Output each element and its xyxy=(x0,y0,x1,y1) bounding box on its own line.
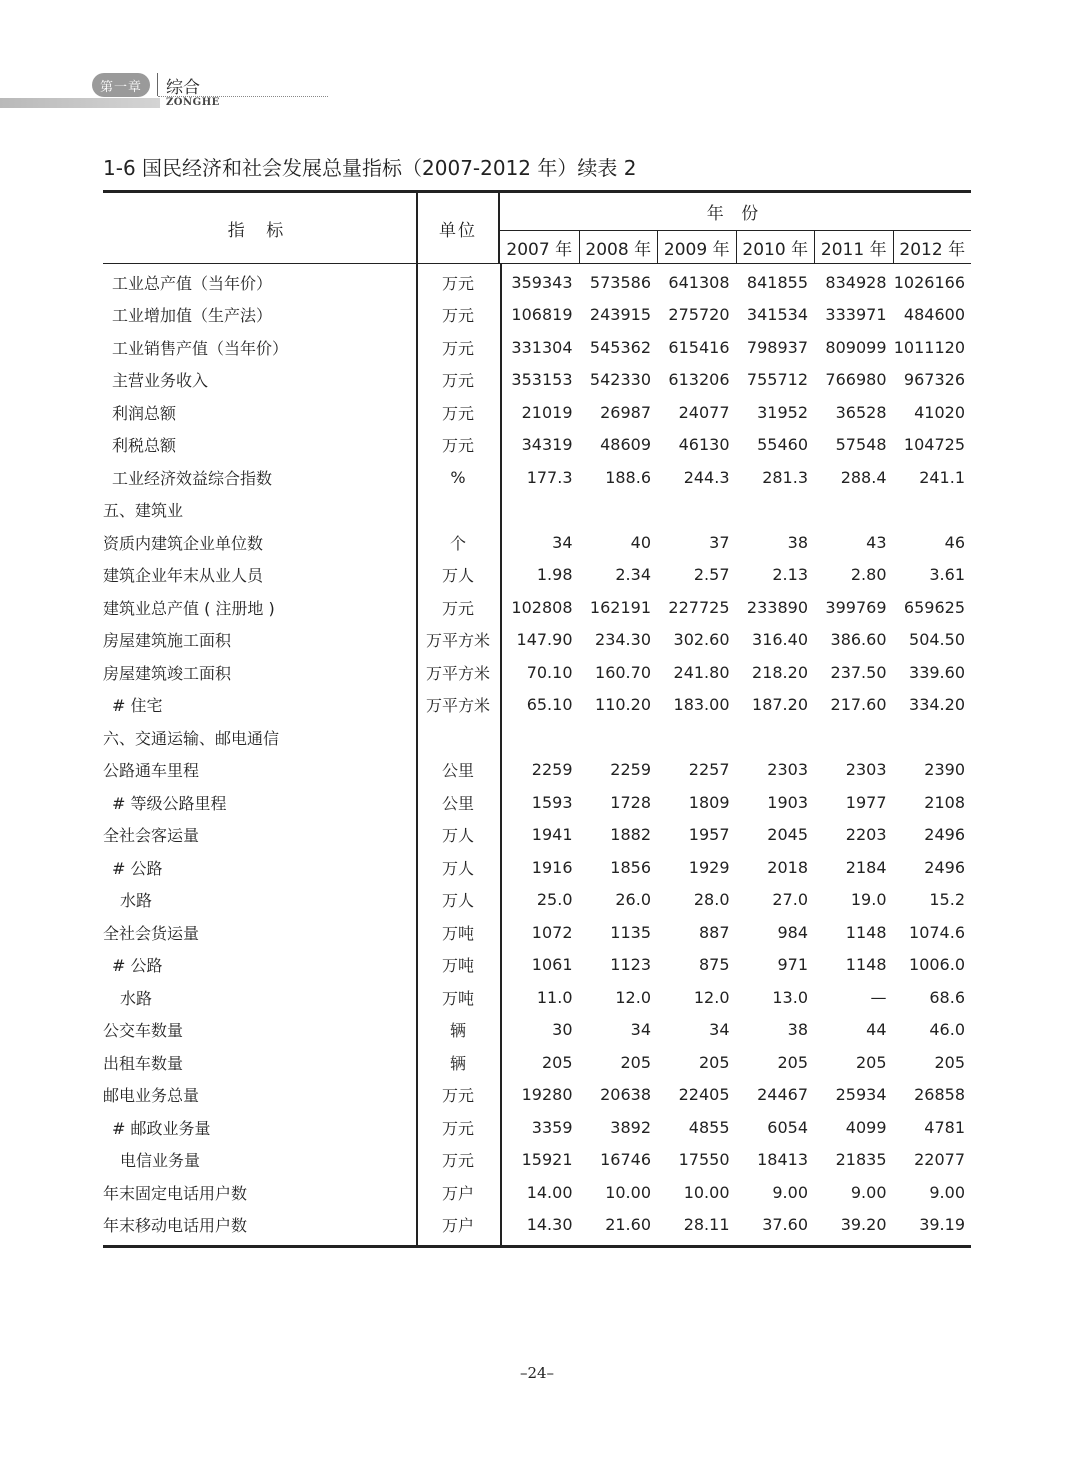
row-value: 641308 xyxy=(668,272,730,292)
row-value: 613206 xyxy=(668,370,730,390)
table-row xyxy=(103,364,971,397)
row-value: 13.0 xyxy=(772,987,808,1007)
row-value: 241.1 xyxy=(919,467,965,487)
row-value: 34 xyxy=(630,1020,651,1040)
row-unit: 辆 xyxy=(449,1021,466,1041)
row-value: 28.0 xyxy=(693,890,730,910)
row-value: 17550 xyxy=(678,1150,730,1170)
table-row xyxy=(103,624,971,657)
row-value: 9.00 xyxy=(850,1182,887,1202)
row-value: 331304 xyxy=(511,337,573,357)
table-row xyxy=(103,721,971,754)
row-value: 1011120 xyxy=(893,337,965,357)
row-value: 37.60 xyxy=(762,1215,808,1235)
row-value: 1061 xyxy=(531,955,573,975)
row-indicator: 工业销售产值（当年价） xyxy=(112,338,289,358)
row-value: 34 xyxy=(552,532,573,552)
row-value: 34319 xyxy=(521,435,573,455)
row-value: 24077 xyxy=(678,402,730,422)
row-value: 234.30 xyxy=(595,630,651,650)
row-value: 281.3 xyxy=(762,467,808,487)
row-value: 227725 xyxy=(668,597,730,617)
row-value: 205 xyxy=(777,1052,808,1072)
table-title: 1-6 国民经济和社会发展总量指标（2007-2012 年）续表 2 xyxy=(103,156,637,180)
row-value: 70.10 xyxy=(526,662,573,682)
row-unit: 公里 xyxy=(441,793,474,813)
row-value: 22077 xyxy=(914,1150,965,1170)
row-value: 14.00 xyxy=(526,1182,573,1202)
row-value: 177.3 xyxy=(526,467,573,487)
row-value: 971 xyxy=(777,955,808,975)
row-value: 41020 xyxy=(914,402,965,422)
table-row xyxy=(103,916,971,949)
row-value: 2259 xyxy=(531,760,573,780)
row-value: 21835 xyxy=(835,1150,887,1170)
row-value: 37 xyxy=(709,532,730,552)
row-value: 766980 xyxy=(825,370,887,390)
row-value: 26.0 xyxy=(615,890,651,910)
row-value: 659625 xyxy=(903,597,965,617)
row-value: 25934 xyxy=(835,1085,887,1105)
row-value: 3359 xyxy=(531,1117,573,1137)
row-value: 4099 xyxy=(845,1117,887,1137)
row-value: 244.3 xyxy=(683,467,730,487)
row-unit: 万元 xyxy=(441,1151,474,1171)
row-value: 26858 xyxy=(914,1085,965,1105)
row-value: 1929 xyxy=(688,857,730,877)
row-value: 984 xyxy=(777,922,808,942)
header-unit: 单位 xyxy=(416,193,500,263)
row-indicator: 出租车数量 xyxy=(103,1053,184,1073)
row-unit: 万元 xyxy=(441,1086,474,1106)
table-row xyxy=(103,689,971,722)
row-indicator: 水路 xyxy=(120,891,153,911)
row-value: 359343 xyxy=(511,272,573,292)
row-unit: 万元 xyxy=(441,306,474,326)
row-value: 504.50 xyxy=(909,630,965,650)
table-row xyxy=(103,1209,971,1242)
table-row xyxy=(103,461,971,494)
row-value: 2018 xyxy=(767,857,808,877)
column-divider xyxy=(500,264,502,1245)
row-value: 399769 xyxy=(825,597,887,617)
row-value: 20638 xyxy=(600,1085,651,1105)
row-value: 316.40 xyxy=(752,630,808,650)
row-value: 46.0 xyxy=(929,1020,965,1040)
table-row xyxy=(103,819,971,852)
row-value: 1882 xyxy=(610,825,651,845)
row-unit: 万人 xyxy=(441,858,474,878)
header-years-group: 年 份 xyxy=(500,193,971,231)
row-unit: 万元 xyxy=(441,403,474,423)
row-value: 4855 xyxy=(688,1117,730,1137)
row-value: 2184 xyxy=(845,857,887,877)
table-row xyxy=(103,429,971,462)
row-value: 2108 xyxy=(924,792,965,812)
row-value: 205 xyxy=(698,1052,730,1072)
page-number: –24– xyxy=(519,1364,555,1382)
row-unit: 万平方米 xyxy=(425,631,490,651)
row-value: — xyxy=(870,987,887,1007)
row-value: 57548 xyxy=(835,435,887,455)
table-row xyxy=(103,1079,971,1112)
row-value: 1.98 xyxy=(536,565,573,585)
row-indicator: 水路 xyxy=(120,988,153,1008)
row-indicator: 建筑企业年末从业人员 xyxy=(103,566,264,586)
row-value: 40 xyxy=(630,532,651,552)
row-value: 545362 xyxy=(589,337,651,357)
row-unit: 万户 xyxy=(441,1216,474,1236)
row-value: 2.80 xyxy=(850,565,887,585)
row-value: 241.80 xyxy=(673,662,730,682)
row-value: 2257 xyxy=(688,760,730,780)
row-value: 341534 xyxy=(746,305,808,325)
row-value: 2203 xyxy=(845,825,887,845)
header-year: 2012 年 xyxy=(893,231,972,263)
header-year: 2009 年 xyxy=(657,231,736,263)
row-value: 1593 xyxy=(531,792,573,812)
table-row xyxy=(103,949,971,982)
row-indicator: 电信业务量 xyxy=(120,1151,201,1171)
row-value: 288.4 xyxy=(840,467,887,487)
row-value: 237.50 xyxy=(830,662,887,682)
row-value: 30 xyxy=(552,1020,573,1040)
table-row xyxy=(103,754,971,787)
row-value: 809099 xyxy=(825,337,887,357)
row-indicator: 建筑业总产值 ( 注册地 ) xyxy=(103,598,275,618)
row-value: 3892 xyxy=(610,1117,651,1137)
row-value: 3.61 xyxy=(929,565,965,585)
row-value: 19280 xyxy=(521,1085,573,1105)
row-value: 21.60 xyxy=(605,1215,651,1235)
row-value: 11.0 xyxy=(536,987,573,1007)
row-value: 834928 xyxy=(825,272,887,292)
column-divider xyxy=(416,264,418,1245)
row-value: 1941 xyxy=(531,825,573,845)
row-value: 302.60 xyxy=(673,630,730,650)
row-value: 2303 xyxy=(767,760,808,780)
row-value: 162191 xyxy=(589,597,651,617)
row-value: 39.20 xyxy=(840,1215,887,1235)
row-value: 275720 xyxy=(668,305,730,325)
row-value: 10.00 xyxy=(605,1182,651,1202)
row-value: 1006.0 xyxy=(909,955,965,975)
table-row xyxy=(103,559,971,592)
row-value: 334.20 xyxy=(909,695,965,715)
row-unit: 辆 xyxy=(449,1053,466,1073)
row-unit: 万元 xyxy=(441,338,474,358)
row-unit: 万人 xyxy=(441,566,474,586)
row-indicator: 全社会货运量 xyxy=(103,923,200,943)
row-indicator: # 邮政业务量 xyxy=(112,1118,211,1138)
row-value: 68.6 xyxy=(929,987,965,1007)
header-year-row xyxy=(500,231,971,263)
row-value: 14.30 xyxy=(526,1215,573,1235)
row-value: 19.0 xyxy=(850,890,887,910)
table-row xyxy=(103,1144,971,1177)
row-value: 110.20 xyxy=(595,695,651,715)
row-unit: 万吨 xyxy=(441,923,474,943)
row-value: 31952 xyxy=(757,402,808,422)
table-row xyxy=(103,526,971,559)
row-value: 841855 xyxy=(746,272,808,292)
row-value: 104725 xyxy=(903,435,965,455)
row-value: 1135 xyxy=(610,922,651,942)
chapter-badge: 第一章 xyxy=(92,73,150,97)
row-indicator: 工业增加值（生产法） xyxy=(112,306,273,326)
row-value: 9.00 xyxy=(772,1182,808,1202)
table-row xyxy=(103,396,971,429)
table-row xyxy=(103,1176,971,1209)
row-value: 12.0 xyxy=(693,987,730,1007)
row-unit: 万平方米 xyxy=(425,663,490,683)
row-value: 1026166 xyxy=(893,272,965,292)
chapter-title: 综合 xyxy=(166,78,200,98)
header-year: 2007 年 xyxy=(506,239,573,260)
row-indicator: 利润总额 xyxy=(112,403,177,423)
row-value: 333971 xyxy=(825,305,887,325)
header-divider xyxy=(157,73,158,96)
row-indicator: # 住宅 xyxy=(112,696,163,716)
row-value: 233890 xyxy=(746,597,808,617)
row-value: 65.10 xyxy=(526,695,573,715)
row-value: 875 xyxy=(698,955,730,975)
row-value: 1072 xyxy=(531,922,573,942)
row-indicator: 五、建筑业 xyxy=(103,501,184,521)
table-row xyxy=(103,591,971,624)
header-band xyxy=(0,98,160,108)
row-unit: 万元 xyxy=(441,273,474,293)
row-indicator: 公交车数量 xyxy=(103,1021,184,1041)
row-value: 26987 xyxy=(600,402,651,422)
row-unit: 万元 xyxy=(441,436,474,456)
row-value: 4781 xyxy=(924,1117,965,1137)
row-value: 243915 xyxy=(589,305,651,325)
row-value: 339.60 xyxy=(909,662,965,682)
row-indicator: 邮电业务总量 xyxy=(103,1086,200,1106)
row-value: 6054 xyxy=(767,1117,808,1137)
row-value: 55460 xyxy=(757,435,808,455)
row-value: 1148 xyxy=(845,922,887,942)
statistics-table xyxy=(103,190,971,1248)
table-row xyxy=(103,1046,971,1079)
row-value: 27.0 xyxy=(772,890,808,910)
row-value: 2496 xyxy=(924,857,965,877)
row-indicator: 房屋建筑竣工面积 xyxy=(103,663,232,683)
row-indicator: 年末移动电话用户数 xyxy=(103,1216,248,1236)
row-indicator: 六、交通运输、邮电通信 xyxy=(103,728,280,748)
row-value: 12.0 xyxy=(615,987,651,1007)
row-value: 10.00 xyxy=(683,1182,730,1202)
row-unit: 个 xyxy=(449,533,466,553)
row-unit: 万人 xyxy=(441,826,474,846)
row-value: 887 xyxy=(698,922,730,942)
row-value: 1957 xyxy=(688,825,730,845)
row-value: 44 xyxy=(866,1020,887,1040)
row-indicator: 工业总产值（当年价） xyxy=(112,273,273,293)
row-value: 28.11 xyxy=(683,1215,730,1235)
row-value: 46130 xyxy=(678,435,730,455)
row-value: 15.2 xyxy=(929,890,965,910)
row-indicator: 利税总额 xyxy=(112,436,177,456)
row-value: 573586 xyxy=(589,272,651,292)
row-indicator: # 公路 xyxy=(112,858,163,878)
row-value: 38 xyxy=(787,532,808,552)
row-value: 1903 xyxy=(767,792,808,812)
row-value: 205 xyxy=(934,1052,965,1072)
row-value: 16746 xyxy=(600,1150,651,1170)
row-unit: 万人 xyxy=(441,891,474,911)
row-unit: 万户 xyxy=(441,1183,474,1203)
row-value: 484600 xyxy=(903,305,965,325)
table-row xyxy=(103,266,971,299)
row-value: 1123 xyxy=(610,955,651,975)
table-row xyxy=(103,494,971,527)
table-row xyxy=(103,786,971,819)
row-value: 46 xyxy=(944,532,965,552)
table-row xyxy=(103,1014,971,1047)
table-row xyxy=(103,981,971,1014)
header-year: 2008 年 xyxy=(579,231,658,263)
row-unit: 万元 xyxy=(441,371,474,391)
row-value: 1728 xyxy=(610,792,651,812)
row-value: 218.20 xyxy=(752,662,808,682)
row-unit: 万吨 xyxy=(441,956,474,976)
row-value: 106819 xyxy=(511,305,573,325)
row-value: 755712 xyxy=(746,370,808,390)
row-value: 187.20 xyxy=(752,695,808,715)
row-value: 967326 xyxy=(903,370,965,390)
row-value: 22405 xyxy=(678,1085,730,1105)
row-value: 1916 xyxy=(531,857,573,877)
row-value: 798937 xyxy=(746,337,808,357)
row-value: 25.0 xyxy=(536,890,573,910)
chapter-subtitle: ZONGHE xyxy=(166,97,220,108)
row-value: 1977 xyxy=(845,792,887,812)
row-value: 1856 xyxy=(610,857,651,877)
table-body xyxy=(103,264,971,1245)
table-row xyxy=(103,299,971,332)
row-value: 2045 xyxy=(767,825,808,845)
row-value: 2390 xyxy=(924,760,965,780)
row-unit: 公里 xyxy=(441,761,474,781)
row-value: 18413 xyxy=(757,1150,808,1170)
row-value: 183.00 xyxy=(673,695,730,715)
row-unit: 万吨 xyxy=(441,988,474,1008)
row-indicator: 工业经济效益综合指数 xyxy=(112,468,273,488)
row-value: 48609 xyxy=(600,435,651,455)
row-value: 2496 xyxy=(924,825,965,845)
row-indicator: 资质内建筑企业单位数 xyxy=(103,533,264,553)
row-value: 205 xyxy=(620,1052,651,1072)
row-value: 15921 xyxy=(521,1150,573,1170)
row-value: 38 xyxy=(787,1020,808,1040)
row-indicator: # 等级公路里程 xyxy=(112,793,227,813)
table-row xyxy=(103,884,971,917)
row-value: 34 xyxy=(709,1020,730,1040)
table-row xyxy=(103,851,971,884)
row-indicator: # 公路 xyxy=(112,956,163,976)
table-header xyxy=(103,193,971,264)
row-value: 386.60 xyxy=(830,630,887,650)
row-value: 1148 xyxy=(845,955,887,975)
row-unit: 万元 xyxy=(441,598,474,618)
row-value: 43 xyxy=(866,532,887,552)
row-unit: 万平方米 xyxy=(425,696,490,716)
row-indicator: 全社会客运量 xyxy=(103,826,200,846)
row-unit: % xyxy=(450,467,466,487)
table-row xyxy=(103,331,971,364)
row-indicator: 房屋建筑施工面积 xyxy=(103,631,232,651)
row-indicator: 年末固定电话用户数 xyxy=(103,1183,248,1203)
row-value: 36528 xyxy=(835,402,887,422)
row-value: 39.19 xyxy=(919,1215,965,1235)
header-year: 2010 年 xyxy=(736,231,815,263)
row-value: 24467 xyxy=(757,1085,808,1105)
row-value: 2303 xyxy=(845,760,887,780)
row-value: 102808 xyxy=(511,597,573,617)
table-row xyxy=(103,1111,971,1144)
row-value: 615416 xyxy=(668,337,730,357)
header-indicator: 指 标 xyxy=(227,220,292,241)
row-value: 353153 xyxy=(511,370,573,390)
row-value: 147.90 xyxy=(516,630,573,650)
row-value: 542330 xyxy=(589,370,651,390)
row-value: 188.6 xyxy=(605,467,651,487)
row-value: 9.00 xyxy=(929,1182,965,1202)
row-value: 1074.6 xyxy=(909,922,965,942)
row-value: 1809 xyxy=(688,792,730,812)
row-value: 205 xyxy=(855,1052,887,1072)
row-value: 160.70 xyxy=(595,662,651,682)
row-value: 21019 xyxy=(521,402,573,422)
row-value: 2.34 xyxy=(615,565,651,585)
row-value: 2259 xyxy=(610,760,651,780)
row-value: 2.13 xyxy=(772,565,808,585)
header-year: 2011 年 xyxy=(814,231,893,263)
table-row xyxy=(103,656,971,689)
row-indicator: 主营业务收入 xyxy=(112,371,209,391)
row-value: 217.60 xyxy=(830,695,887,715)
row-indicator: 公路通车里程 xyxy=(103,761,200,781)
row-unit: 万元 xyxy=(441,1118,474,1138)
row-value: 205 xyxy=(541,1052,573,1072)
row-value: 2.57 xyxy=(693,565,730,585)
